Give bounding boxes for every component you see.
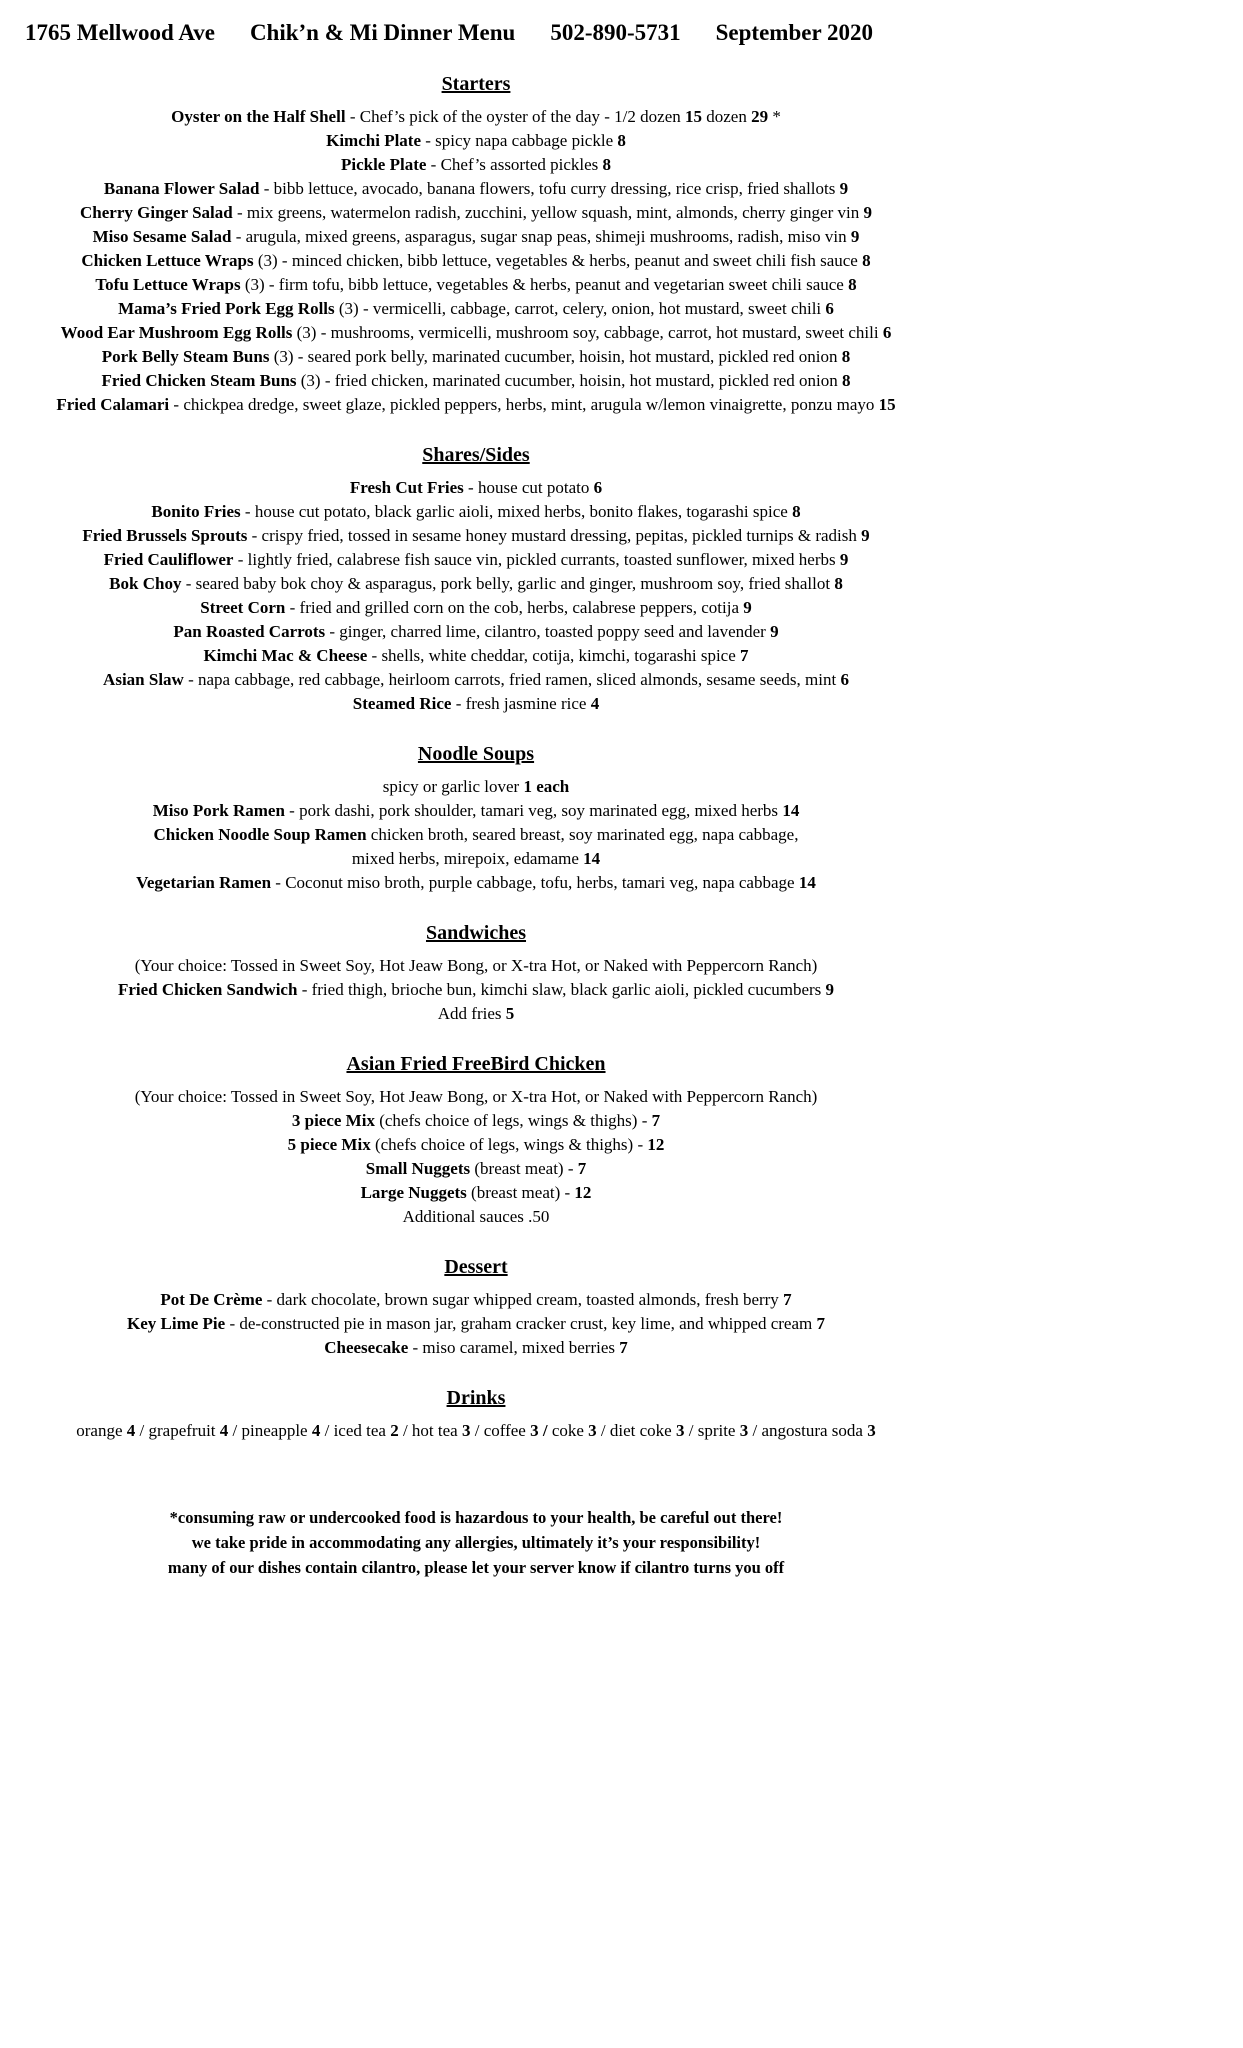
section-heading-sandwiches: Sandwiches xyxy=(425,922,527,944)
menu-line xyxy=(0,775,952,799)
menu-text: / sprite xyxy=(684,1421,740,1440)
menu-line xyxy=(0,1133,952,1157)
section-heading-drinks: Drinks xyxy=(446,1387,506,1409)
menu-text-bold: 7 xyxy=(619,1338,628,1357)
menu-text: (chefs choice of legs, wings & thighs) - xyxy=(374,1111,652,1130)
menu-text: - miso caramel, mixed berries xyxy=(408,1338,620,1357)
menu-text: - de-constructed pie in mason jar, graham cracker crust, key lime, and whipped cream xyxy=(225,1314,817,1333)
menu-text: (3) - seared pork belly, marinated cucumber, hoisin, hot mustard, pickled red onion xyxy=(269,347,842,366)
menu-text-bold: 9 xyxy=(861,526,870,545)
menu-text-bold: 8 xyxy=(617,131,626,150)
menu-text-bold: 9 xyxy=(743,598,752,617)
menu-text: (breast meat) - xyxy=(466,1183,575,1202)
menu-text-bold: 29 xyxy=(751,107,769,126)
menu-line xyxy=(0,847,952,871)
menu-text: - house cut potato, black garlic aioli, mixed herbs, bonito flakes, togarashi spice xyxy=(240,502,793,521)
menu-text: - chickpea dredge, sweet glaze, pickled peppers, herbs, mint, arugula w/lemon vinaigrette, ponzu mayo xyxy=(169,395,879,414)
menu-text-bold: Key Lime Pie xyxy=(127,1314,226,1333)
menu-text: dozen xyxy=(702,107,752,126)
menu-line xyxy=(0,1181,952,1205)
menu-text-bold: 7 xyxy=(783,1290,792,1309)
menu-text-bold: 4 xyxy=(311,1421,321,1440)
footer-line: *consuming raw or undercooked food is hazardous to your health, be careful out there! xyxy=(169,1508,783,1527)
restaurant-phone: 502-890-5731 xyxy=(550,20,681,45)
menu-text-bold: Fried Cauliflower xyxy=(103,550,234,569)
menu-text-bold: 1 each xyxy=(523,777,570,796)
menu-text-bold: 8 xyxy=(602,155,612,174)
menu-text-bold: Miso Pork Ramen xyxy=(152,801,285,820)
menu-text-bold: Mama’s Fried Pork Egg Rolls xyxy=(118,299,335,318)
menu-line xyxy=(0,129,952,153)
menu-text: / diet coke xyxy=(596,1421,676,1440)
menu-text: - fried and grilled corn on the cob, herbs, calabrese peppers, cotija xyxy=(285,598,744,617)
menu-text-bold: 4 xyxy=(590,694,600,713)
menu-text-bold: 5 xyxy=(505,1004,515,1023)
menu-line xyxy=(0,978,952,1002)
menu-text-bold: Wood Ear Mushroom Egg Rolls xyxy=(60,323,293,342)
menu-section-sandwiches xyxy=(0,922,952,1026)
menu-text-bold: 6 xyxy=(882,323,892,342)
menu-text: - shells, white cheddar, cotija, kimchi, togarashi spice xyxy=(367,646,741,665)
menu-text-bold: 4 xyxy=(219,1421,229,1440)
menu-line xyxy=(0,572,952,596)
menu-line xyxy=(0,393,952,417)
menu-text: (3) - firm tofu, bibb lettuce, vegetables & herbs, peanut and vegetarian sweet chili sauce xyxy=(240,275,849,294)
menu-text-bold: 7 xyxy=(816,1314,825,1333)
menu-text-bold: Fried Chicken Sandwich xyxy=(117,980,298,999)
menu-text-bold: 3 / xyxy=(530,1421,548,1440)
menu-line xyxy=(0,823,952,847)
menu-line xyxy=(0,476,952,500)
menu-line xyxy=(0,201,952,225)
menu-text-bold: 6 xyxy=(593,478,603,497)
menu-text: (chefs choice of legs, wings & thighs) - xyxy=(370,1135,648,1154)
menu-text-bold: Large Nuggets xyxy=(360,1183,467,1202)
menu-text-bold: Miso Sesame Salad xyxy=(92,227,232,246)
menu-line xyxy=(0,1002,952,1026)
menu-text: - pork dashi, pork shoulder, tamari veg, soy marinated egg, mixed herbs xyxy=(284,801,783,820)
menu-text-bold: 3 piece Mix xyxy=(291,1111,375,1130)
menu-text-bold: 4 xyxy=(126,1421,136,1440)
menu-text: - dark chocolate, brown sugar whipped cream, toasted almonds, fresh berry xyxy=(262,1290,784,1309)
menu-text-bold: Street Corn xyxy=(200,598,286,617)
menu-text: Additional sauces .50 xyxy=(402,1207,550,1226)
menu-line xyxy=(0,369,952,393)
menu-text: - house cut potato xyxy=(463,478,594,497)
menu-line xyxy=(0,692,952,716)
menu-line xyxy=(0,345,952,369)
menu-text: coke xyxy=(547,1421,589,1440)
menu-text: orange xyxy=(76,1421,127,1440)
menu-line xyxy=(0,297,952,321)
menu-text: / pineapple xyxy=(228,1421,312,1440)
menu-text-bold: 9 xyxy=(839,179,849,198)
menu-line xyxy=(0,321,952,345)
section-heading-asian-fried-freebird-chicken: Asian Fried FreeBird Chicken xyxy=(346,1053,606,1075)
menu-text: - Coconut miso broth, purple cabbage, tofu, herbs, tamari veg, napa cabbage xyxy=(271,873,799,892)
menu-line xyxy=(0,105,952,129)
menu-text-bold: 14 xyxy=(782,801,800,820)
menu-text-bold: 14 xyxy=(583,849,601,868)
menu-text: - napa cabbage, red cabbage, heirloom carrots, fried ramen, sliced almonds, sesame seeds, mint xyxy=(183,670,841,689)
menu-text-bold: 8 xyxy=(862,251,871,270)
menu-section-noodle-soups xyxy=(0,743,952,895)
menu-line xyxy=(0,1336,952,1360)
menu-line xyxy=(0,1109,952,1133)
menu-text-bold: Oyster on the Half Shell xyxy=(171,107,346,126)
menu-line xyxy=(0,668,952,692)
menu-text: (3) - fried chicken, marinated cucumber, hoisin, hot mustard, pickled red onion xyxy=(296,371,843,390)
menu-text: / angostura soda xyxy=(748,1421,868,1440)
footer-notes xyxy=(0,1505,952,1580)
section-heading-shares-sides: Shares/Sides xyxy=(422,444,530,466)
menu-line xyxy=(0,954,952,978)
menu-text-bold: 9 xyxy=(863,203,872,222)
menu-text-bold: Chicken Noodle Soup Ramen xyxy=(153,825,367,844)
menu-date: September 2020 xyxy=(715,20,873,45)
menu-text-bold: 15 xyxy=(685,107,702,126)
menu-text: chicken broth, seared breast, soy marinated egg, napa cabbage, xyxy=(366,825,799,844)
section-heading-dessert: Dessert xyxy=(444,1256,508,1278)
menu-text-bold: 7 xyxy=(577,1159,587,1178)
menu-text-bold: Asian Slaw xyxy=(103,670,184,689)
menu-text: (Your choice: Tossed in Sweet Soy, Hot Jeaw Bong, or X-tra Hot, or Naked with Peppercorn Ranch) xyxy=(134,956,818,975)
menu-text-bold: 3 xyxy=(739,1421,749,1440)
menu-text-bold: 14 xyxy=(798,873,816,892)
menu-text-bold: 9 xyxy=(770,622,779,641)
menu-text-bold: Cheesecake xyxy=(324,1338,409,1357)
menu-section-asian-fried-freebird-chicken xyxy=(0,1053,952,1229)
menu-line xyxy=(0,620,952,644)
menu-line xyxy=(0,1157,952,1181)
menu-text-bold: 6 xyxy=(825,299,834,318)
menu-line xyxy=(0,225,952,249)
menu-line xyxy=(0,249,952,273)
menu-line xyxy=(0,500,952,524)
menu-line xyxy=(0,1288,952,1312)
menu-text: - ginger, charred lime, cilantro, toasted poppy seed and lavender xyxy=(325,622,771,641)
menu-text: / coffee xyxy=(470,1421,531,1440)
menu-text: - arugula, mixed greens, asparagus, sugar snap peas, shimeji mushrooms, radish, miso vin xyxy=(231,227,851,246)
menu-text: - seared baby bok choy & asparagus, pork belly, garlic and ginger, mushroom soy, fried shallot xyxy=(181,574,835,593)
menu-text-bold: 8 xyxy=(834,574,843,593)
menu-text: - spicy napa cabbage pickle xyxy=(421,131,618,150)
menu-line xyxy=(0,177,952,201)
footer-line: many of our dishes contain cilantro, please let your server know if cilantro turns you off xyxy=(167,1558,785,1577)
menu-text: / grapefruit xyxy=(135,1421,220,1440)
menu-text-bold: 2 xyxy=(390,1421,399,1440)
menu-text: / hot tea xyxy=(398,1421,462,1440)
menu-text: - lightly fried, calabrese fish sauce vin, pickled currants, toasted sunflower, mixed herbs xyxy=(233,550,840,569)
menu-text-bold: 8 xyxy=(848,275,857,294)
menu-text-bold: Vegetarian Ramen xyxy=(136,873,272,892)
menu-text-bold: 6 xyxy=(840,670,849,689)
menu-text: (Your choice: Tossed in Sweet Soy, Hot Jeaw Bong, or X-tra Hot, or Naked with Peppercorn Ranch) xyxy=(134,1087,818,1106)
menu-text-bold: 9 xyxy=(825,980,835,999)
menu-line xyxy=(0,153,952,177)
menu-text: spicy or garlic lover xyxy=(382,777,524,796)
menu-text-bold: Pork Belly Steam Buns xyxy=(101,347,270,366)
menu-text-bold: 9 xyxy=(850,227,860,246)
menu-text: - fried thigh, brioche bun, kimchi slaw, black garlic aioli, pickled cucumbers xyxy=(297,980,826,999)
menu-line xyxy=(0,273,952,297)
menu-text-bold: 9 xyxy=(839,550,849,569)
section-heading-noodle-soups: Noodle Soups xyxy=(417,743,535,765)
footer-line: we take pride in accommodating any allergies, ultimately it’s your responsibility! xyxy=(191,1533,761,1552)
menu-text-bold: Fried Chicken Steam Buns xyxy=(101,371,297,390)
menu-text-bold: 3 xyxy=(867,1421,876,1440)
top-header xyxy=(25,20,873,46)
menu-text-bold: 8 xyxy=(841,347,851,366)
menu-text-bold: Chicken Lettuce Wraps xyxy=(81,251,254,270)
menu-sections xyxy=(0,73,952,1443)
menu-section-dessert xyxy=(0,1256,952,1360)
menu-section-drinks xyxy=(0,1387,952,1443)
menu-line xyxy=(0,799,952,823)
menu-text-bold: 8 xyxy=(842,371,851,390)
menu-line xyxy=(0,1205,952,1229)
menu-text-bold: 3 xyxy=(461,1421,471,1440)
menu-text-bold: Pickle Plate xyxy=(340,155,427,174)
menu-text-bold: Bonito Fries xyxy=(151,502,241,521)
menu-text-bold: Kimchi Mac & Cheese xyxy=(203,646,368,665)
menu-text-bold: 12 xyxy=(647,1135,665,1154)
menu-line xyxy=(0,1085,952,1109)
menu-line xyxy=(0,548,952,572)
menu-text-bold: Bok Choy xyxy=(109,574,182,593)
menu-text-bold: 3 xyxy=(675,1421,685,1440)
menu-text: - bibb lettuce, avocado, banana flowers, tofu curry dressing, rice crisp, fried shallots xyxy=(259,179,840,198)
menu-text-bold: 7 xyxy=(740,646,749,665)
menu-text: Add fries xyxy=(437,1004,506,1023)
menu-section-shares-sides xyxy=(0,444,952,716)
menu-text: - Chef’s pick of the oyster of the day - 1/2 dozen xyxy=(345,107,685,126)
menu-line xyxy=(0,524,952,548)
menu-text-bold: 7 xyxy=(651,1111,661,1130)
menu-text-bold: Steamed Rice xyxy=(352,694,452,713)
menu-text: (3) - mushrooms, vermicelli, mushroom soy, cabbage, carrot, hot mustard, sweet chili xyxy=(292,323,883,342)
menu-text-bold: Fresh Cut Fries xyxy=(349,478,464,497)
menu-text-bold: 5 piece Mix xyxy=(287,1135,371,1154)
menu-text-bold: Tofu Lettuce Wraps xyxy=(95,275,241,294)
menu-text-bold: Fried Calamari xyxy=(56,395,170,414)
menu-text: (3) - vermicelli, cabbage, carrot, celery, onion, hot mustard, sweet chili xyxy=(334,299,826,318)
menu-text-bold: Fried Brussels Sprouts xyxy=(82,526,248,545)
menu-line xyxy=(0,871,952,895)
section-heading-starters: Starters xyxy=(441,73,511,95)
menu-text: - crispy fried, tossed in sesame honey mustard dressing, pepitas, pickled turnips & radish xyxy=(247,526,862,545)
menu-text-bold: 12 xyxy=(574,1183,592,1202)
menu-title: Chik’n & Mi Dinner Menu xyxy=(249,20,516,45)
menu-text: / iced tea xyxy=(320,1421,391,1440)
menu-line xyxy=(0,644,952,668)
menu-text-bold: Small Nuggets xyxy=(365,1159,471,1178)
menu-line xyxy=(0,1419,952,1443)
menu-text-bold: 15 xyxy=(878,395,896,414)
menu-text-bold: 3 xyxy=(588,1421,597,1440)
restaurant-address: 1765 Mellwood Ave xyxy=(25,20,215,45)
menu-text-bold: Pot De Crème xyxy=(160,1290,263,1309)
menu-text-bold: Kimchi Plate xyxy=(326,131,422,150)
menu-text-bold: Pan Roasted Carrots xyxy=(173,622,326,641)
menu-text: - Chef’s assorted pickles xyxy=(426,155,603,174)
menu-section-starters xyxy=(0,73,952,417)
menu-text-bold: Banana Flower Salad xyxy=(103,179,260,198)
menu-text-bold: 8 xyxy=(792,502,801,521)
menu-text: - mix greens, watermelon radish, zucchini, yellow squash, mint, almonds, cherry ginger vin xyxy=(232,203,864,222)
menu-text-bold: Cherry Ginger Salad xyxy=(80,203,233,222)
menu-line xyxy=(0,596,952,620)
menu-text: * xyxy=(768,107,781,126)
menu-content xyxy=(0,20,952,1580)
menu-text: (breast meat) - xyxy=(470,1159,578,1178)
menu-text: (3) - minced chicken, bibb lettuce, vegetables & herbs, peanut and sweet chili fish sauce xyxy=(253,251,863,270)
menu-line xyxy=(0,1312,952,1336)
menu-text: mixed herbs, mirepoix, edamame xyxy=(351,849,584,868)
menu-text: - fresh jasmine rice xyxy=(451,694,591,713)
